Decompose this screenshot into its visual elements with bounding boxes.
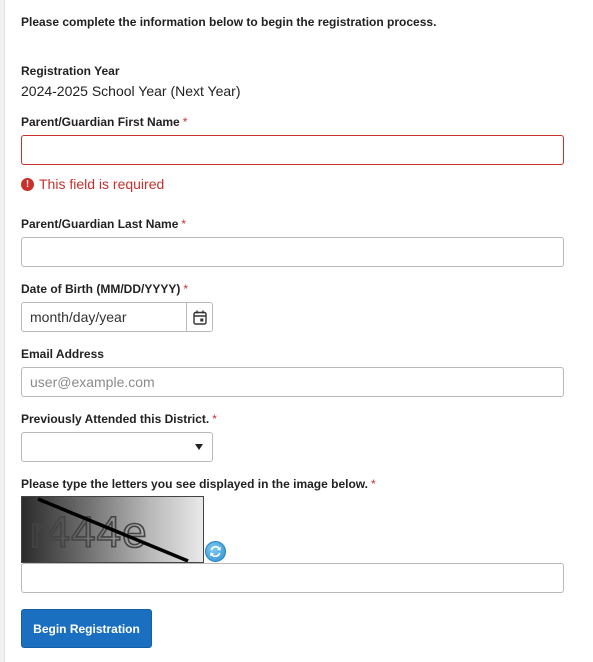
dob-label: Date of Birth (MM/DD/YYYY) * <box>21 282 189 296</box>
dob-placeholder: month/day/year <box>30 309 127 325</box>
captcha-graphic <box>22 497 204 563</box>
last-name-label: Parent/Guardian Last Name * <box>21 217 187 231</box>
error-icon: ! <box>21 178 34 191</box>
calendar-button[interactable] <box>186 303 212 331</box>
email-label: Email Address <box>21 347 104 361</box>
begin-registration-button[interactable]: Begin Registration <box>21 609 152 648</box>
last-name-input[interactable] <box>21 237 564 267</box>
intro-text: Please complete the information below to begin the registration process. <box>21 15 437 29</box>
email-placeholder: user@example.com <box>30 374 155 390</box>
email-input[interactable] <box>21 367 564 397</box>
required-mark: * <box>212 412 217 426</box>
dob-input[interactable] <box>21 302 213 332</box>
required-mark: * <box>371 477 376 491</box>
error-message: This field is required <box>39 176 165 192</box>
first-name-label: Parent/Guardian First Name * <box>21 115 188 129</box>
previously-attended-select[interactable] <box>21 432 213 462</box>
required-mark: * <box>182 115 188 129</box>
captcha-refresh-button[interactable] <box>205 541 226 562</box>
required-mark: * <box>181 217 187 231</box>
first-name-input[interactable] <box>21 135 564 165</box>
refresh-icon <box>209 545 222 558</box>
previously-attended-label: Previously Attended this District. * <box>21 412 217 426</box>
registration-year-label: Registration Year <box>21 64 120 78</box>
captcha-image <box>21 496 204 563</box>
captcha-input[interactable] <box>21 563 564 593</box>
captcha-text: r444e <box>30 508 148 557</box>
chevron-down-icon <box>195 444 203 450</box>
captcha-label: Please type the letters you see displayed in the image below. * <box>21 477 376 491</box>
first-name-error <box>21 176 164 192</box>
registration-year-value: 2024-2025 School Year (Next Year) <box>21 83 241 99</box>
calendar-icon <box>193 310 207 325</box>
required-mark: * <box>183 282 189 296</box>
registration-panel <box>4 0 593 662</box>
